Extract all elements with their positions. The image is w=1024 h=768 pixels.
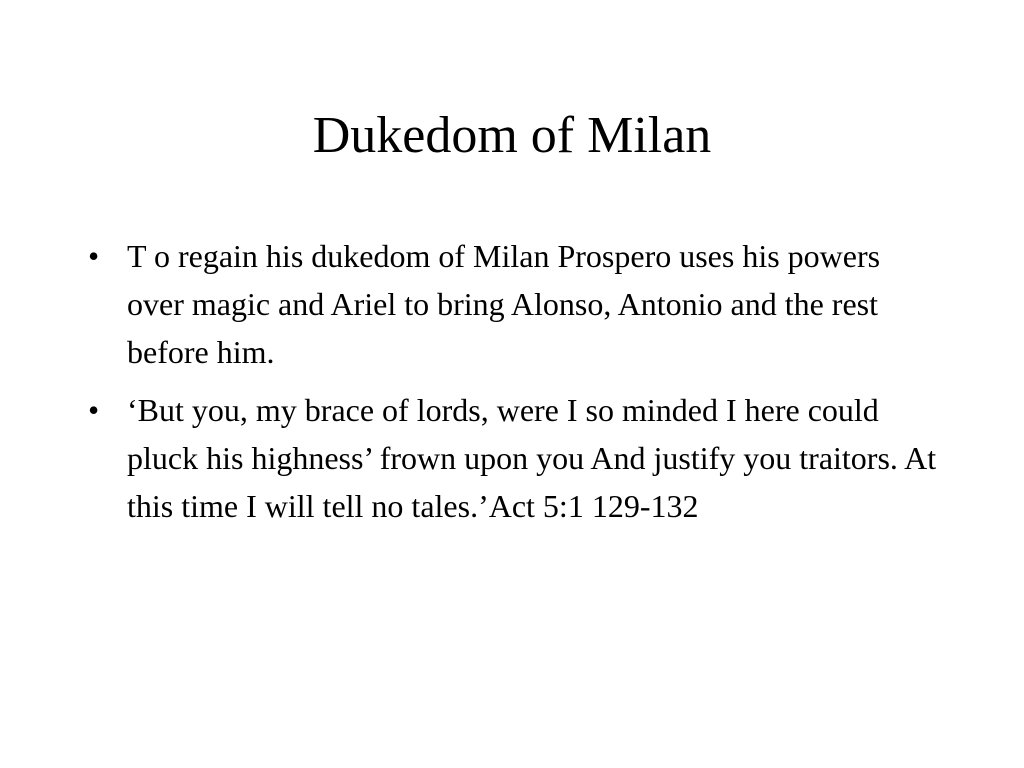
bullet-icon: • xyxy=(88,392,100,428)
slide-title: Dukedom of Milan xyxy=(312,107,712,164)
list-item xyxy=(88,386,938,530)
bullet-list xyxy=(88,232,938,540)
bullet-text: ‘But you, my brace of lords, were I so minded I here could pluck his highness’ frown upon you And justify you traitors. At this time I will tell no tales.’Act 5:1 129-132 xyxy=(127,392,937,524)
list-item xyxy=(88,232,938,376)
bullet-text: T o regain his dukedom of Milan Prospero uses his powers over magic and Ariel to bring Alonso, Antonio and the rest before him. xyxy=(127,238,881,370)
bullet-icon: • xyxy=(88,238,100,274)
